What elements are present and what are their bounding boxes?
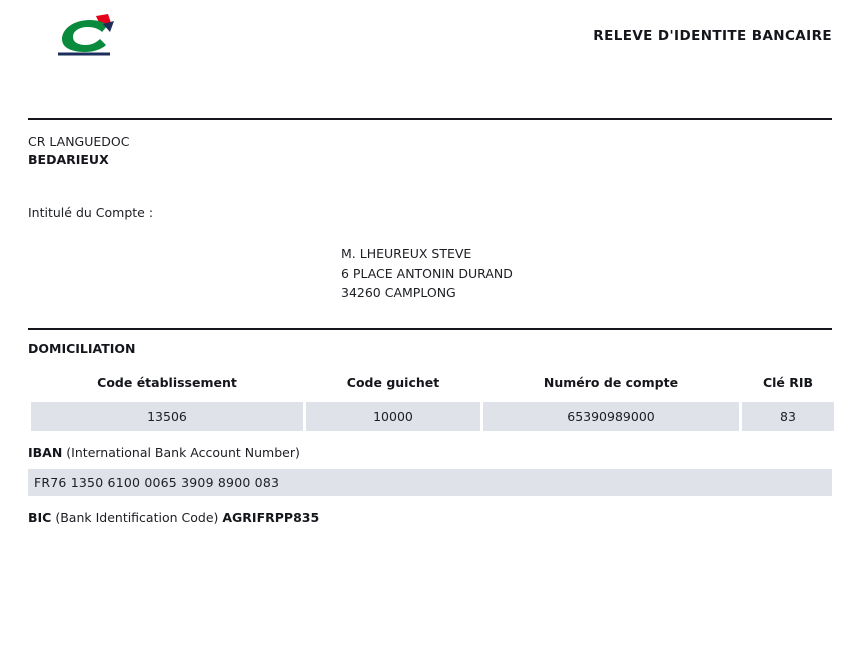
iban-value: FR76 1350 6100 0065 3909 8900 083 — [28, 469, 832, 496]
holder-line-1: M. LHEUREUX STEVE — [341, 246, 472, 262]
divider-middle — [28, 328, 832, 330]
value-branch-code: 10000 — [306, 402, 480, 431]
rib-table — [28, 375, 837, 431]
header-rib-key: Clé RIB — [762, 375, 814, 391]
holder-line-2: 6 PLACE ANTONIN DURAND — [341, 265, 513, 281]
document-title: RELEVE D'IDENTITE BANCAIRE — [593, 28, 832, 44]
document-header — [28, 0, 832, 118]
iban-label-rest: (International Bank Account Number) — [62, 445, 300, 461]
bic-label-bold: BIC — [28, 510, 52, 526]
account-holder — [341, 244, 832, 302]
domiciliation-label: DOMICILIATION — [28, 341, 136, 357]
iban-label — [28, 445, 832, 460]
value-bank-code: 13506 — [31, 402, 303, 431]
rib-table-header-row — [31, 375, 834, 402]
holder-line-3: 34260 CAMPLONG — [341, 285, 456, 300]
header-bank-code: Code établissement — [97, 375, 237, 391]
credit-agricole-logo — [50, 10, 140, 62]
bic-line — [28, 510, 832, 525]
account-label: Intitulé du Compte : — [28, 205, 154, 221]
value-rib-key: 83 — [742, 402, 834, 431]
bic-value: AGRIFRPP835 — [222, 510, 320, 526]
value-account-number: 65390989000 — [483, 402, 739, 431]
bank-name: CR LANGUEDOC — [28, 134, 130, 149]
header-account-number: Numéro de compte — [543, 375, 679, 391]
bic-label-rest: (Bank Identification Code) — [51, 510, 223, 526]
bank-branch: BEDARIEUX — [28, 152, 109, 168]
spacer — [28, 302, 832, 328]
iban-label-bold: IBAN — [28, 445, 63, 461]
rib-table-row — [31, 402, 834, 431]
header-branch-code: Code guichet — [346, 375, 440, 391]
bank-block — [28, 120, 832, 169]
